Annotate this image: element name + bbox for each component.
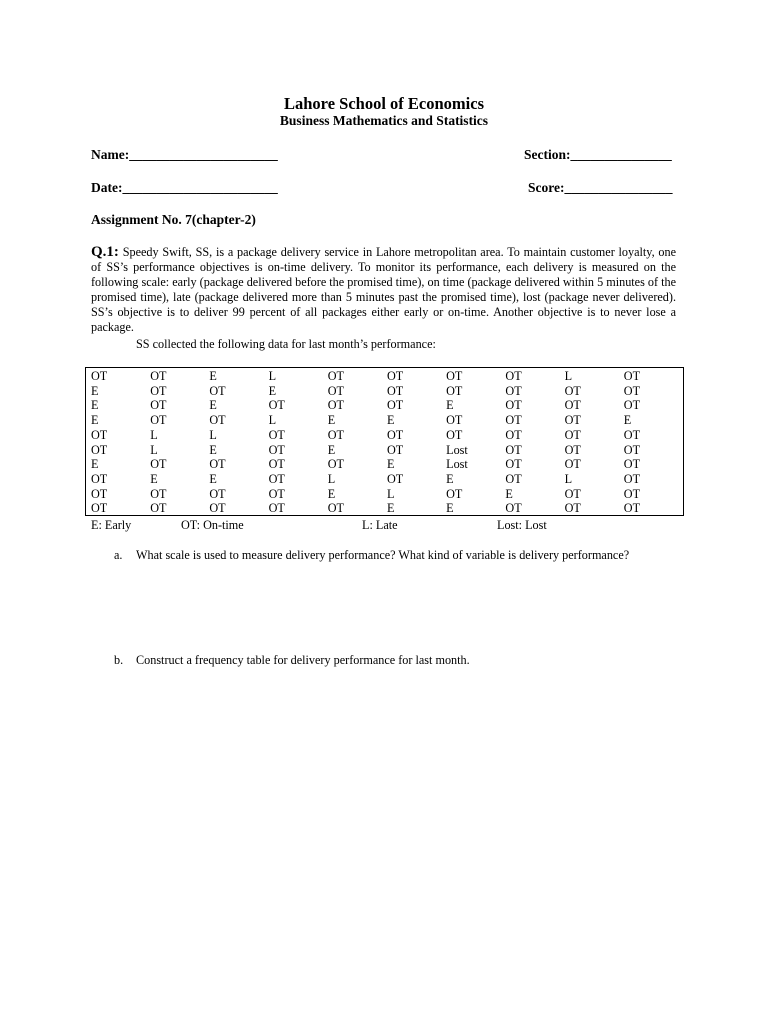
legend-late: L: Late bbox=[362, 518, 398, 532]
table-cell: E bbox=[446, 398, 454, 413]
course-subtitle: Business Mathematics and Statistics bbox=[279, 113, 489, 128]
table-cell: E bbox=[446, 501, 454, 516]
table-cell: OT bbox=[505, 471, 522, 486]
table-cell: E bbox=[209, 398, 217, 413]
legend-lost: Lost: Lost bbox=[497, 518, 547, 532]
table-cell: E bbox=[209, 442, 217, 457]
table-cell: OT bbox=[446, 427, 463, 442]
table-cell: OT bbox=[564, 413, 581, 428]
table-cell: OT bbox=[623, 398, 641, 413]
assignment-heading: Assignment No. 7(chapter-2) bbox=[91, 212, 256, 227]
table-cell: OT bbox=[623, 457, 641, 472]
table-cell: OT bbox=[268, 501, 285, 516]
table-cell: E bbox=[327, 413, 336, 428]
table-cell: OT bbox=[446, 486, 463, 501]
table-cell: OT bbox=[446, 369, 463, 383]
legend-early: E: Early bbox=[91, 518, 132, 532]
table-row bbox=[91, 384, 683, 399]
table-cell: E bbox=[386, 413, 395, 428]
subquestion-a-label: a. bbox=[114, 548, 123, 562]
table-cell: OT bbox=[209, 383, 226, 398]
date-field: Date:_______________________ bbox=[91, 180, 278, 195]
table-cell: OT bbox=[386, 427, 404, 442]
table-cell: OT bbox=[564, 457, 581, 472]
table-cell: OT bbox=[150, 398, 167, 413]
subquestion-a-text: What scale is used to measure delivery performance? What kind of variable is delivery performance? bbox=[136, 548, 630, 562]
table-cell: OT bbox=[150, 369, 167, 383]
table-cell: E bbox=[386, 457, 395, 472]
table-cell: OT bbox=[564, 383, 581, 398]
table-cell: OT bbox=[327, 369, 344, 383]
table-cell: OT bbox=[327, 457, 344, 472]
table-cell: L bbox=[268, 369, 277, 383]
table-cell: OT bbox=[150, 486, 167, 501]
table-cell: OT bbox=[505, 413, 522, 428]
table-cell: OT bbox=[209, 413, 226, 428]
table-cell: E bbox=[91, 398, 99, 413]
data-intro: SS collected the following data for last month’s performance: bbox=[136, 337, 436, 351]
table-row bbox=[91, 457, 683, 472]
subquestion-b-label: b. bbox=[114, 653, 124, 667]
table-cell: OT bbox=[564, 398, 581, 413]
table-cell: E bbox=[91, 383, 99, 398]
table-cell: OT bbox=[150, 413, 167, 428]
table-cell: E bbox=[209, 471, 217, 486]
table-cell: L bbox=[564, 471, 573, 486]
table-row bbox=[91, 428, 683, 443]
table-cell: OT bbox=[150, 501, 167, 516]
table-cell: L bbox=[150, 427, 158, 442]
question-text: Speedy Swift, SS, is a package delivery service in Lahore metropolitan area. To maintain customer loyalty, one of SS’s performance objectives is on-time delivery. To monitor its performance, each delivery is measured on the following scale: early (package delivered before the promised time), on time (package delivered within 5 minutes of the promised time), late (package delivered more than 5 minutes past the promised time), lost (package never delivered). SS’s objective is to deliver 99 percent of all packages either early or on-time. Another objective is to never lose a package. bbox=[91, 245, 676, 334]
table-cell: OT bbox=[386, 369, 404, 383]
score-field: Score:________________ bbox=[528, 180, 673, 195]
table-cell: OT bbox=[150, 457, 167, 472]
table-cell: OT bbox=[91, 471, 108, 486]
table-cell: L bbox=[150, 442, 158, 457]
table-cell: E bbox=[505, 486, 513, 501]
table-cell: L bbox=[327, 471, 336, 486]
table-cell: L bbox=[564, 369, 573, 383]
table-cell: OT bbox=[623, 369, 641, 383]
table-cell: OT bbox=[91, 442, 108, 457]
table-cell: OT bbox=[91, 369, 108, 383]
table-cell: E bbox=[327, 486, 336, 501]
legend-ontime: OT: On-time bbox=[181, 518, 244, 532]
table-cell: E bbox=[446, 471, 454, 486]
question-paragraph bbox=[91, 245, 676, 335]
table-cell: OT bbox=[505, 398, 522, 413]
table-cell: E bbox=[386, 501, 395, 516]
table-row bbox=[91, 487, 683, 502]
table-cell: OT bbox=[623, 427, 641, 442]
table-cell: OT bbox=[564, 501, 581, 516]
table-row bbox=[91, 472, 683, 487]
table-cell: OT bbox=[209, 486, 226, 501]
table-cell: OT bbox=[623, 383, 641, 398]
question-label: Q.1: bbox=[91, 244, 119, 260]
table-cell: OT bbox=[268, 427, 285, 442]
table-cell: E bbox=[91, 413, 99, 428]
table-cell: E bbox=[150, 471, 158, 486]
table-cell: OT bbox=[268, 398, 285, 413]
table-cell: OT bbox=[505, 501, 522, 516]
table-cell: L bbox=[268, 413, 277, 428]
table-cell: OT bbox=[327, 427, 344, 442]
table-cell: OT bbox=[91, 501, 108, 516]
table-cell: E bbox=[623, 413, 632, 428]
table-cell: L bbox=[209, 427, 217, 442]
table-row bbox=[91, 443, 683, 458]
table-row bbox=[91, 413, 683, 428]
table-cell: OT bbox=[505, 369, 522, 383]
table-cell: E bbox=[268, 383, 277, 398]
table-row bbox=[91, 501, 683, 516]
page-title: Lahore School of Economics bbox=[284, 94, 484, 113]
table-cell: OT bbox=[505, 457, 522, 472]
table-cell: OT bbox=[446, 383, 463, 398]
table-cell: OT bbox=[150, 383, 167, 398]
table-cell: OT bbox=[268, 486, 285, 501]
table-cell: OT bbox=[386, 383, 404, 398]
table-cell: OT bbox=[623, 442, 641, 457]
table-cell: OT bbox=[386, 471, 404, 486]
table-cell: OT bbox=[268, 457, 285, 472]
table-cell: OT bbox=[91, 486, 108, 501]
table-cell: OT bbox=[446, 413, 463, 428]
table-cell: OT bbox=[209, 501, 226, 516]
table-cell: Lost bbox=[446, 457, 468, 472]
table-cell: OT bbox=[505, 427, 522, 442]
table-cell: E bbox=[327, 442, 336, 457]
table-cell: OT bbox=[327, 501, 344, 516]
table-cell: OT bbox=[505, 383, 522, 398]
table-cell: OT bbox=[327, 383, 344, 398]
table-cell: OT bbox=[268, 471, 285, 486]
table-cell: OT bbox=[505, 442, 522, 457]
table-cell: OT bbox=[564, 442, 581, 457]
table-cell: OT bbox=[91, 427, 108, 442]
table-cell: OT bbox=[564, 427, 581, 442]
section-field: Section:_______________ bbox=[524, 147, 672, 162]
table-cell: OT bbox=[386, 442, 404, 457]
table-cell: E bbox=[91, 457, 99, 472]
table-cell: OT bbox=[327, 398, 344, 413]
subquestion-b-text: Construct a frequency table for delivery performance for last month. bbox=[136, 653, 470, 667]
name-field: Name:______________________ bbox=[91, 147, 278, 162]
table-cell: OT bbox=[386, 398, 404, 413]
table-cell: L bbox=[386, 486, 395, 501]
table-cell: OT bbox=[623, 471, 641, 486]
table-cell: OT bbox=[623, 486, 641, 501]
delivery-data-table bbox=[85, 367, 684, 516]
table-cell: OT bbox=[564, 486, 581, 501]
table-row bbox=[91, 369, 683, 384]
table-cell: Lost bbox=[446, 442, 468, 457]
table-cell: OT bbox=[268, 442, 285, 457]
table-row bbox=[91, 398, 683, 413]
table-cell: OT bbox=[209, 457, 226, 472]
table-cell: OT bbox=[623, 501, 641, 516]
table-cell: E bbox=[209, 369, 217, 383]
